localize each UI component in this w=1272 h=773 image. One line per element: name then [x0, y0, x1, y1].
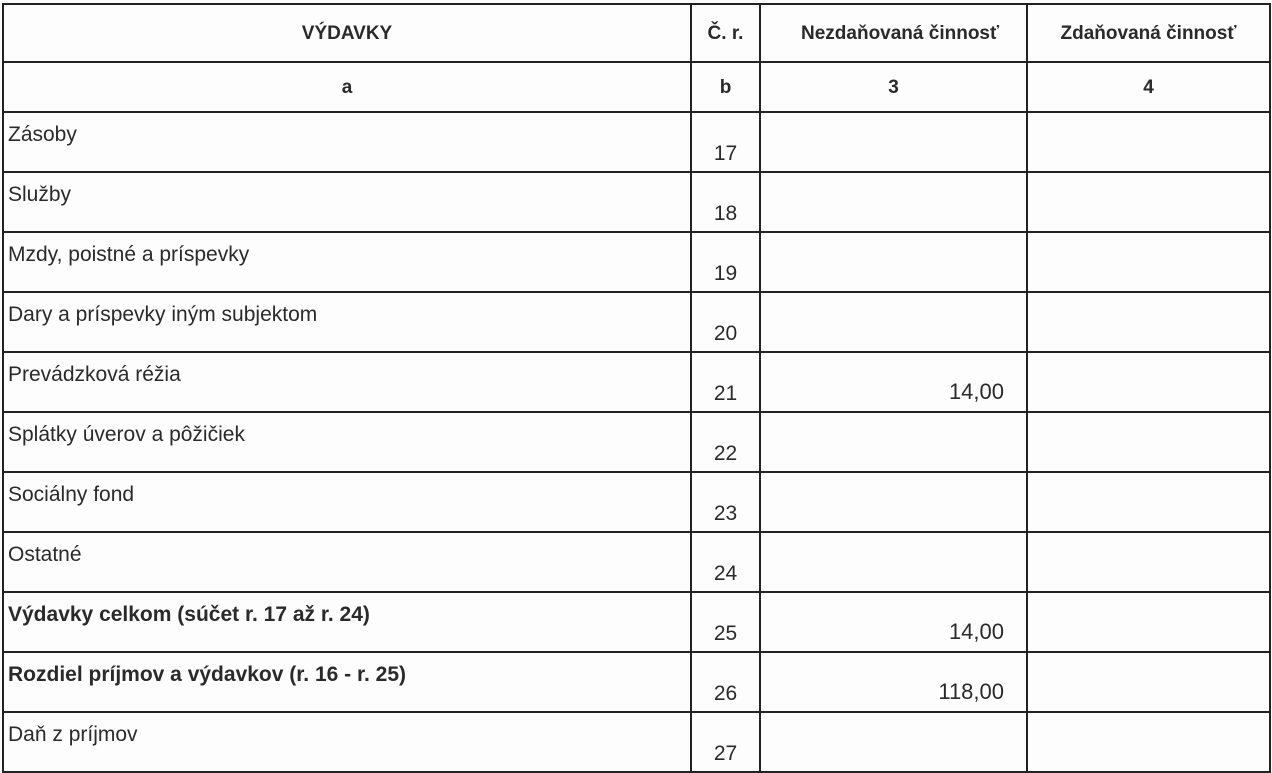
row-nontaxed-value: 14,00 — [760, 352, 1027, 412]
column-index-row — [3, 62, 1270, 112]
header-expenses: VÝDAVKY — [3, 4, 691, 62]
header-nontaxed-activity: Nezdaňovaná činnosť — [760, 4, 1027, 62]
row-line-number: 21 — [691, 352, 760, 412]
table-row — [3, 352, 1270, 412]
table-row — [3, 412, 1270, 472]
row-taxed-value — [1027, 292, 1270, 352]
row-taxed-value — [1027, 652, 1270, 712]
row-label: Ostatné — [3, 532, 691, 592]
row-line-number: 18 — [691, 172, 760, 232]
row-label: Dary a príspevky iným subjektom — [3, 292, 691, 352]
row-label: Splátky úverov a pôžičiek — [3, 412, 691, 472]
row-taxed-value — [1027, 172, 1270, 232]
row-label: Služby — [3, 172, 691, 232]
row-nontaxed-value — [760, 292, 1027, 352]
header-line-number: Č. r. — [691, 4, 760, 62]
table-row — [3, 712, 1270, 772]
row-taxed-value — [1027, 592, 1270, 652]
table-row — [3, 292, 1270, 352]
expenses-table — [2, 3, 1271, 773]
row-nontaxed-value: 118,00 — [760, 652, 1027, 712]
row-taxed-value — [1027, 112, 1270, 172]
row-line-number: 19 — [691, 232, 760, 292]
row-nontaxed-value — [760, 232, 1027, 292]
row-line-number: 20 — [691, 292, 760, 352]
table-row — [3, 472, 1270, 532]
row-label: Prevádzková réžia — [3, 352, 691, 412]
row-label: Zásoby — [3, 112, 691, 172]
table-row — [3, 112, 1270, 172]
header-taxed-activity: Zdaňovaná činnosť — [1027, 4, 1270, 62]
header-row — [3, 4, 1270, 62]
column-index-b: b — [691, 62, 760, 112]
row-label: Daň z príjmov — [3, 712, 691, 772]
row-nontaxed-value — [760, 532, 1027, 592]
row-line-number: 22 — [691, 412, 760, 472]
row-line-number: 27 — [691, 712, 760, 772]
row-taxed-value — [1027, 412, 1270, 472]
row-nontaxed-value — [760, 472, 1027, 532]
row-nontaxed-value — [760, 712, 1027, 772]
row-label: Rozdiel príjmov a výdavkov (r. 16 - r. 25) — [3, 652, 691, 712]
row-nontaxed-value: 14,00 — [760, 592, 1027, 652]
row-nontaxed-value — [760, 112, 1027, 172]
row-taxed-value — [1027, 352, 1270, 412]
row-line-number: 26 — [691, 652, 760, 712]
row-label: Mzdy, poistné a príspevky — [3, 232, 691, 292]
row-label: Výdavky celkom (súčet r. 17 až r. 24) — [3, 592, 691, 652]
table-row — [3, 532, 1270, 592]
row-label: Sociálny fond — [3, 472, 691, 532]
table-row — [3, 172, 1270, 232]
table-row-total — [3, 592, 1270, 652]
row-taxed-value — [1027, 472, 1270, 532]
row-taxed-value — [1027, 232, 1270, 292]
table-row — [3, 232, 1270, 292]
row-taxed-value — [1027, 532, 1270, 592]
column-index-4: 4 — [1027, 62, 1270, 112]
row-taxed-value — [1027, 712, 1270, 772]
row-line-number: 23 — [691, 472, 760, 532]
row-nontaxed-value — [760, 172, 1027, 232]
row-line-number: 24 — [691, 532, 760, 592]
row-line-number: 25 — [691, 592, 760, 652]
row-nontaxed-value — [760, 412, 1027, 472]
table-row-difference — [3, 652, 1270, 712]
row-line-number: 17 — [691, 112, 760, 172]
column-index-a: a — [3, 62, 691, 112]
column-index-3: 3 — [760, 62, 1027, 112]
